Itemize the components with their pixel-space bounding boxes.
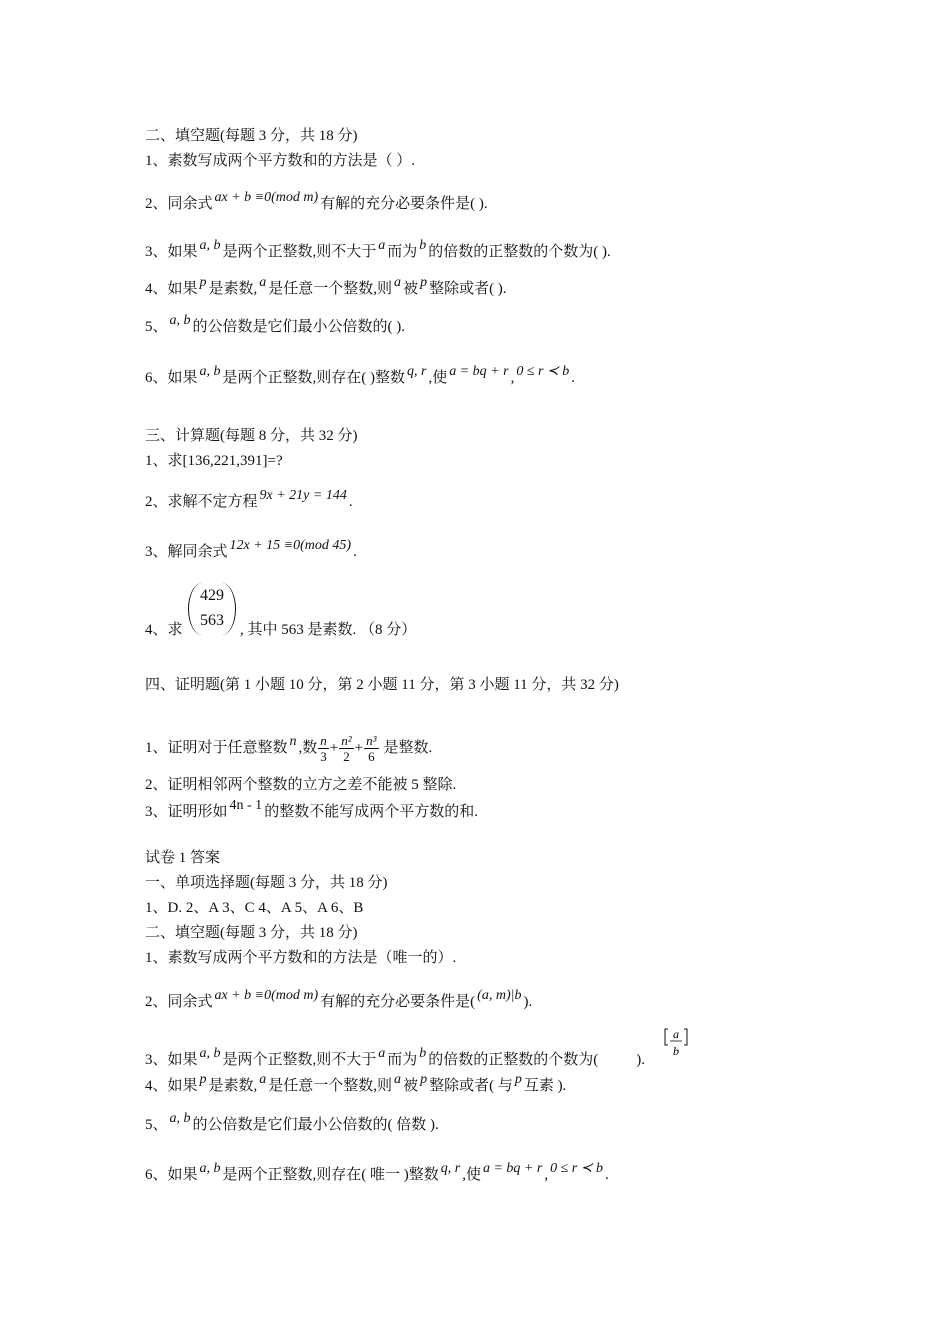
q-text: 是素数, [208, 281, 258, 297]
q-text: 互素 ). [523, 1078, 567, 1094]
legendre-symbol [188, 583, 236, 635]
legendre-num: 429 [200, 587, 224, 604]
math-diophantine: 9x + 21y = 144 [259, 488, 347, 503]
floor-den: b [673, 1044, 679, 1058]
bracket-right [684, 1029, 687, 1045]
s2-q6 [145, 364, 575, 389]
ans-s1-line: 1、D. 2、A 3、C 4、A 5、A 6、B [145, 900, 364, 916]
q-text: 是两个正整数,则不大于 [222, 1052, 377, 1068]
s3-q2 [145, 488, 353, 513]
math-division: a = bq + r [449, 364, 509, 379]
q-text: 是整数. [383, 740, 433, 756]
q-text: 整除或者( 与 [429, 1078, 513, 1094]
math-p: p [514, 1072, 522, 1087]
q-text: 的倍数的正整数的个数为( [428, 1052, 599, 1068]
math-range: 0 ≤ r ≺ b [516, 364, 570, 379]
math-qr: q, r [407, 364, 427, 379]
q-text: 2、同余式 [145, 994, 213, 1010]
frac-den: 6 [368, 749, 375, 765]
math-p: p [199, 1072, 207, 1087]
math-ab: a, b [199, 1161, 221, 1176]
math-p: p [420, 1072, 428, 1087]
answer-title: 试卷 1 答案 [145, 850, 221, 866]
q-text: 有解的充分必要条件是( [320, 994, 476, 1010]
q-text: 3、如果 [145, 1052, 198, 1068]
q-text: 1、证明对于任意整数 [145, 740, 288, 756]
math-p: p [420, 275, 428, 290]
s2-title: 二、填空题(每题 3 分，共 18 分) [145, 128, 358, 144]
ans-q3 [145, 1046, 646, 1071]
math-ab: a, b [199, 238, 221, 253]
q-text: 3、证明形如 [145, 804, 228, 820]
q-text: 的公倍数是它们最小公倍数的( ). [192, 319, 406, 335]
q-text: 是两个正整数,则存在( 唯一 )整数 [222, 1167, 439, 1183]
frac-num: n³ [366, 733, 377, 749]
q-text: . [571, 370, 575, 386]
q-text: ,使 [462, 1167, 481, 1183]
q-text: 被 [403, 281, 419, 297]
math-gcd-divides: (a, m)|b [477, 988, 522, 1003]
q-text: . [348, 494, 353, 510]
s3-q1: 1、求[136,221,391]=? [145, 453, 283, 469]
math-a: a [259, 1072, 267, 1087]
q-text: 是两个正整数,则不大于 [222, 244, 377, 260]
frac-num: n² [341, 733, 352, 749]
s3-q4-post: , 其中 563 是素数. （8 分） [240, 622, 417, 638]
q-text: 有解的充分必要条件是( ). [320, 196, 488, 212]
q-text: 4、如果 [145, 1078, 198, 1094]
math-ab: a, b [199, 1046, 221, 1061]
q-text: 是两个正整数,则存在( )整数 [222, 370, 406, 386]
bracket-left [665, 1029, 668, 1045]
math-range: 0 ≤ r ≺ b [550, 1161, 603, 1176]
s4-q1 [145, 730, 432, 767]
frac-num: n [320, 733, 327, 749]
q-text: 而为 [387, 1052, 418, 1068]
q-text: ,使 [428, 370, 448, 386]
math-a: a [394, 275, 402, 290]
q-text: 是任意一个整数,则 [268, 281, 393, 297]
s2-q1: 1、素数写成两个平方数和的方法是（ ）. [145, 153, 416, 169]
q-text: , [544, 1167, 549, 1183]
math-congruence: 12x + 15 ≡0(mod 45) [229, 538, 352, 553]
plus-sign: + [329, 740, 339, 756]
math-division: a = bq + r [482, 1161, 543, 1176]
math-ab: a, b [169, 313, 191, 328]
s3-q3 [145, 538, 357, 563]
q-text: 而为 [387, 244, 418, 260]
q-text: 3、如果 [145, 244, 198, 260]
floor-a-over-b [664, 1025, 688, 1065]
math-a: a [259, 275, 267, 290]
math-4n-1: 4n - 1 [229, 798, 263, 813]
floor-num: a [673, 1027, 679, 1041]
s2-q3 [145, 238, 611, 263]
s2-q4 [145, 275, 507, 300]
q-text: 的倍数的正整数的个数为( ). [428, 244, 611, 260]
q-text: 2、同余式 [145, 196, 213, 212]
q-text: . [604, 1167, 609, 1183]
q-text: 是任意一个整数,则 [268, 1078, 393, 1094]
ans-q4 [145, 1072, 567, 1097]
math-congruence: ax + b ≡0(mod m) [214, 988, 319, 1003]
math-b: b [419, 238, 427, 253]
q-text: 的公倍数是它们最小公倍数的( 倍数 ). [192, 1117, 439, 1133]
s3-title: 三、计算题(每题 8 分，共 32 分) [145, 428, 358, 444]
q-text: , [510, 370, 515, 386]
math-a: a [394, 1072, 402, 1087]
plus-sign: + [354, 740, 364, 756]
math-a: a [378, 1046, 386, 1061]
math-p: p [199, 275, 207, 290]
math-qr: q, r [440, 1161, 461, 1176]
q-text: ). [523, 994, 533, 1010]
ans-q2 [145, 988, 533, 1013]
s4-q3 [145, 798, 478, 823]
math-ab: a, b [169, 1111, 191, 1126]
legendre-den: 563 [200, 612, 224, 629]
math-ab: a, b [199, 364, 221, 379]
q-text: 5、 [145, 319, 168, 335]
q-text: 4、如果 [145, 281, 198, 297]
q-text: 整除或者( ). [429, 281, 507, 297]
q-text: ). [636, 1052, 646, 1068]
q-text: 被 [403, 1078, 419, 1094]
q-text: 6、如果 [145, 370, 198, 386]
ans-s1-title: 一、单项选择题(每题 3 分，共 18 分) [145, 875, 388, 891]
math-congruence: ax + b ≡0(mod m) [214, 190, 319, 205]
s4-q2: 2、证明相邻两个整数的立方之差不能被 5 整除. [145, 777, 457, 793]
q-text: 的整数不能写成两个平方数的和. [264, 804, 478, 820]
q-text: 6、如果 [145, 1167, 198, 1183]
ans-q1: 1、素数写成两个平方数和的方法是（唯一的）. [145, 950, 457, 966]
s4-title: 四、证明题(第 1 小题 10 分，第 2 小题 11 分，第 3 小题 11 分，共 32 分) [145, 677, 619, 693]
q-text: 是素数, [208, 1078, 258, 1094]
q-text: 3、解同余式 [145, 544, 228, 560]
q-text: . [353, 544, 357, 560]
q-text: 5、 [145, 1117, 168, 1133]
ans-q5 [145, 1111, 439, 1136]
ans-q6 [145, 1161, 609, 1186]
s2-q2 [145, 190, 488, 215]
fraction-n-3 [318, 733, 329, 764]
s3-q4-pre: 4、求 [145, 622, 183, 638]
q-text: ,数 [298, 740, 318, 756]
frac-den: 3 [320, 749, 327, 765]
fraction-n3-6 [364, 733, 378, 764]
math-a: a [378, 238, 386, 253]
fraction-n2-2 [339, 733, 353, 764]
frac-den: 2 [343, 749, 350, 765]
ans-s2-title: 二、填空题(每题 3 分，共 18 分) [145, 925, 358, 941]
math-n: n [289, 734, 297, 749]
math-b: b [419, 1046, 427, 1061]
s2-q5 [145, 313, 406, 338]
q-text: 2、求解不定方程 [145, 494, 258, 510]
